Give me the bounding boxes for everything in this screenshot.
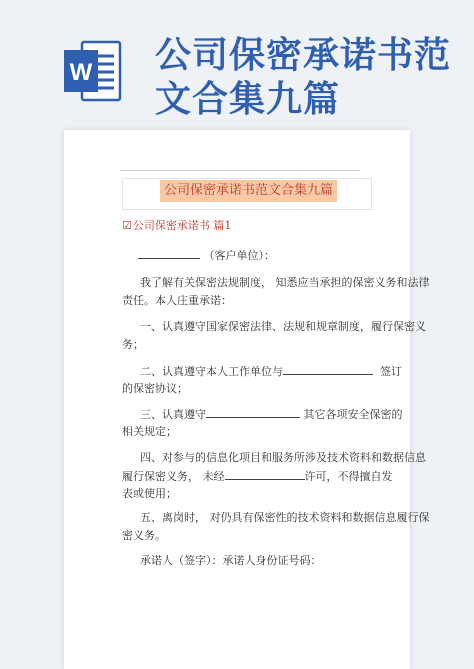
item-1-line-1: 一、认真遵守国家保密法律、法规和规章制度，履行保密义 — [140, 320, 426, 333]
document-heading: 公司保密承诺书范文合集九篇 — [160, 180, 337, 202]
item-4-blank — [225, 469, 305, 480]
paragraph-1-line-2: 责任。本人庄重承诺： — [122, 294, 232, 307]
item-4-prefix: 履行保密义务， 未经 — [122, 470, 225, 483]
client-line — [138, 248, 275, 263]
item-5-line-1: 五、离岗时， 对仍具有保密性的技术资料和数据信息履行保 — [140, 511, 430, 524]
checkbox-icon: ☑ — [122, 219, 132, 232]
client-label: （客户单位）： — [203, 249, 275, 262]
item-4-suffix: 许可，不得擅自发 — [304, 470, 393, 483]
item-3-line-2: 相关规定； — [122, 425, 177, 438]
item-3-suffix: 其它各项安全保密的 — [303, 408, 403, 421]
section-subheading-text: 公司保密承诺书 篇1 — [132, 219, 232, 232]
svg-text:W: W — [69, 59, 93, 86]
item-2-suffix: 签订 — [380, 365, 402, 378]
signature-line: 承诺人（签字）：承诺人身份证号码： — [140, 554, 322, 567]
header-banner — [0, 0, 474, 120]
item-5-line-2: 密义务。 — [122, 529, 166, 542]
section-subheading — [122, 218, 231, 234]
item-4-line-3: 表或使用； — [122, 487, 177, 500]
item-3-blank — [206, 407, 300, 418]
document-page — [64, 130, 430, 669]
document-title-line-1: 公司保密承诺书范 — [155, 35, 452, 76]
document-title-line-2: 文合集九篇 — [155, 79, 341, 120]
document-title — [155, 34, 455, 122]
item-4-line-1: 四、对参与的信息化项目和服务所涉及技术资料和数据信息 — [140, 451, 426, 464]
item-2-blank — [283, 364, 373, 375]
item-3-prefix: 三、认真遵守 — [140, 408, 206, 421]
client-blank — [138, 248, 200, 259]
item-2-line-2: 的保密协议； — [122, 382, 188, 395]
word-icon — [62, 38, 122, 104]
item-2-line-1 — [140, 364, 402, 379]
item-4-line-2 — [122, 469, 393, 484]
header-rule — [120, 170, 360, 171]
item-3-line-1 — [140, 407, 403, 422]
item-2-prefix: 二、认真遵守本人工作单位与 — [140, 365, 283, 378]
item-1-line-2: 务； — [122, 338, 144, 351]
paragraph-1-line-1: 我了解有关保密法规制度， 知悉应当承担的保密义务和法律 — [140, 276, 430, 289]
